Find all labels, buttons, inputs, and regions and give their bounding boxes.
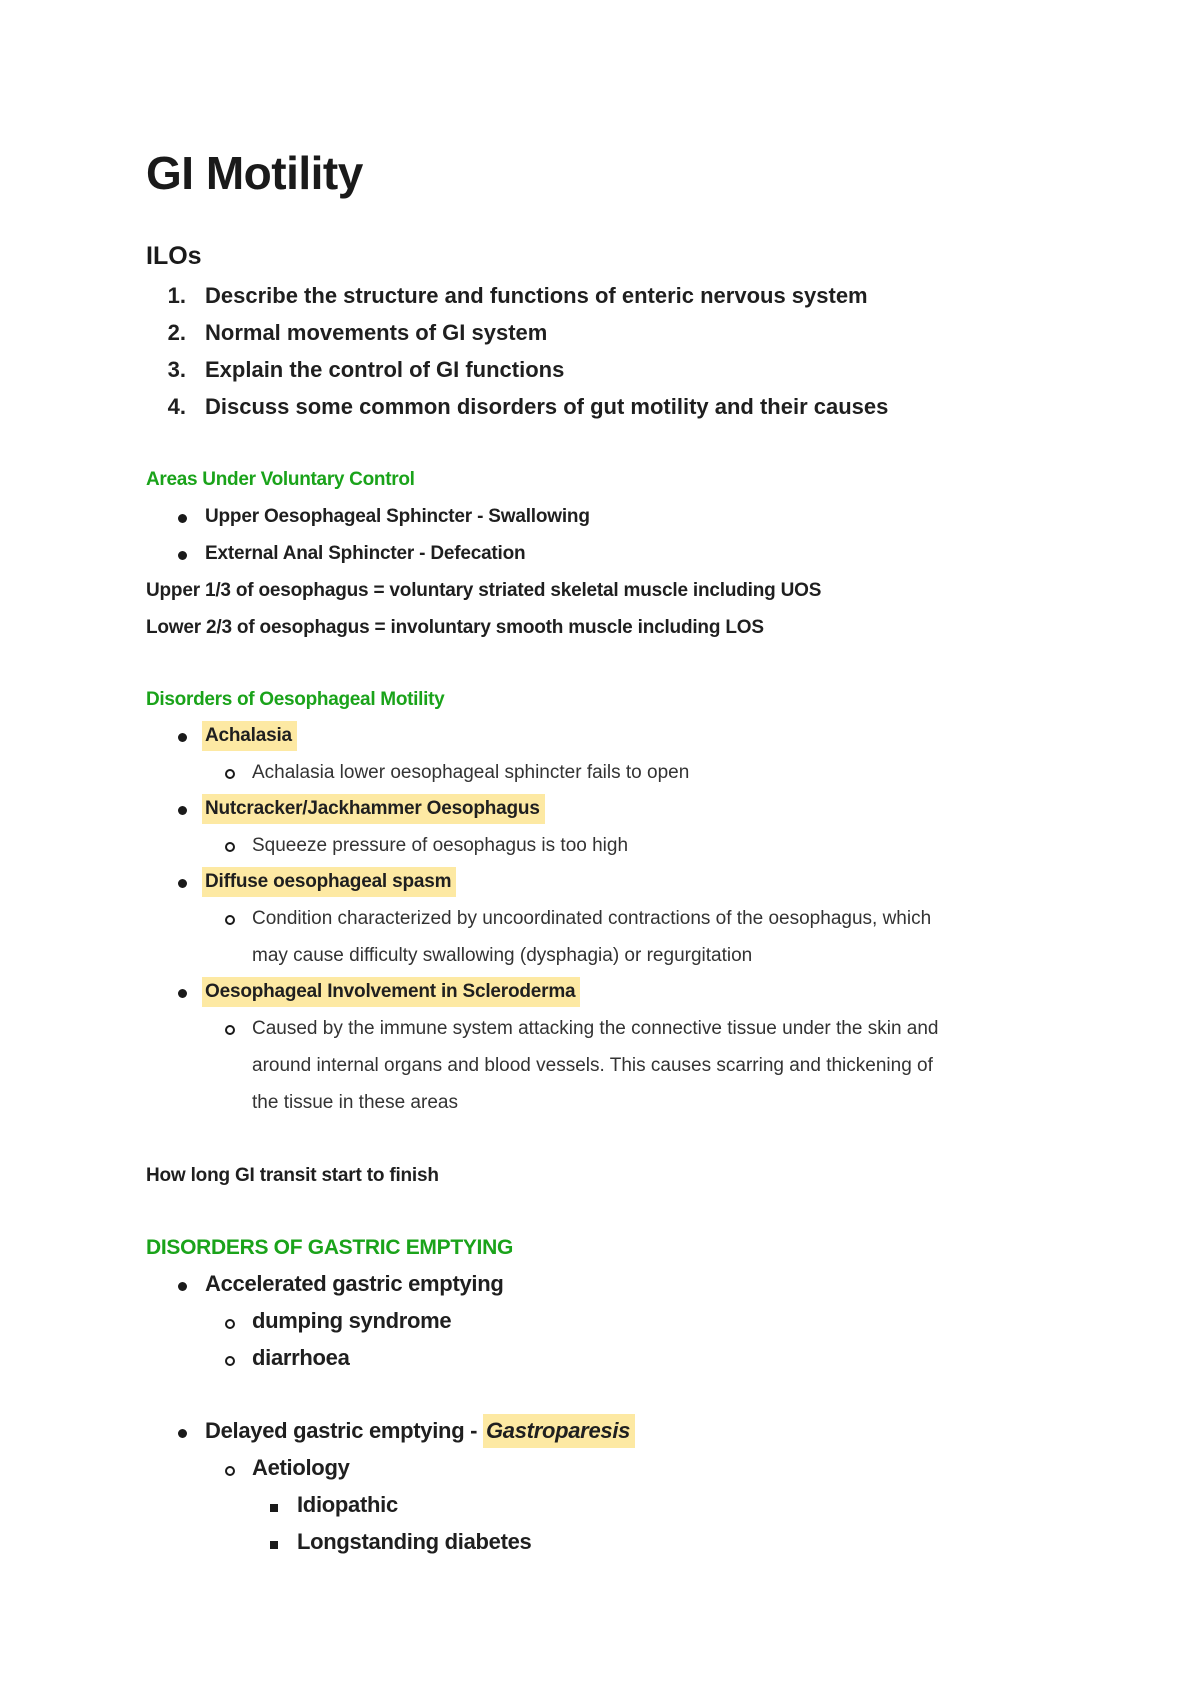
ilo-number: 3. — [167, 357, 186, 382]
voluntary-heading: Areas Under Voluntary Control — [146, 469, 415, 490]
bullet-icon — [178, 1429, 187, 1438]
ilo-number: 1. — [167, 283, 186, 308]
sub-list-item-continued: may cause difficulty swallowing (dysphagia) or regurgitation — [252, 945, 753, 966]
list-item — [205, 871, 456, 893]
list-item — [205, 725, 297, 747]
bullet-icon — [178, 1282, 187, 1291]
highlighted-term: Oesophageal Involvement in Scleroderma — [202, 977, 580, 1007]
ilo-item — [146, 357, 1046, 385]
ilo-text: Explain the control of GI functions — [205, 357, 565, 382]
sub-bullet-icon — [225, 1466, 235, 1476]
bullet-icon — [178, 989, 187, 998]
ilo-item — [146, 394, 1046, 422]
sub-bullet-icon — [225, 1356, 235, 1366]
sub-list-item-continued: around internal organs and blood vessels. This causes scarring and thickening of — [252, 1055, 933, 1076]
paragraph-line: Upper 1/3 of oesophagus = voluntary striated skeletal muscle including UOS — [146, 580, 822, 601]
page-title: GI Motility — [146, 147, 363, 199]
highlighted-term: Achalasia — [202, 721, 297, 751]
list-item: Accelerated gastric emptying — [205, 1271, 504, 1296]
list-item — [205, 798, 545, 820]
sub-list-item: Condition characterized by uncoordinated contractions of the oesophagus, which — [252, 908, 932, 929]
ilo-text: Normal movements of GI system — [205, 320, 548, 345]
ilo-number: 2. — [167, 320, 186, 345]
list-item: External Anal Sphincter - Defecation — [205, 543, 526, 564]
list-item — [205, 981, 580, 1003]
ilo-item — [146, 320, 1046, 348]
sub-bullet-icon — [225, 915, 235, 925]
ilo-item — [146, 283, 1046, 311]
delayed-label: Delayed gastric emptying - — [205, 1418, 483, 1443]
highlighted-term: Gastroparesis — [483, 1414, 635, 1448]
ilo-text: Describe the structure and functions of enteric nervous system — [205, 283, 868, 308]
sub-list-item: dumping syndrome — [252, 1308, 452, 1333]
ilos-heading: ILOs — [146, 242, 202, 270]
sub-bullet-icon — [225, 1025, 235, 1035]
bullet-icon — [178, 806, 187, 815]
square-bullet-icon — [270, 1504, 278, 1512]
gastric-heading: DISORDERS OF GASTRIC EMPTYING — [146, 1236, 513, 1259]
sub-list-item: diarrhoea — [252, 1345, 350, 1370]
bullet-icon — [178, 733, 187, 742]
square-bullet-icon — [270, 1541, 278, 1549]
paragraph-line: How long GI transit start to finish — [146, 1165, 439, 1186]
sub-sub-list-item: Longstanding diabetes — [297, 1529, 532, 1554]
highlighted-term: Nutcracker/Jackhammer Oesophagus — [202, 794, 545, 824]
ilo-text: Discuss some common disorders of gut motility and their causes — [205, 394, 889, 419]
list-item: Upper Oesophageal Sphincter - Swallowing — [205, 506, 590, 527]
highlighted-term: Diffuse oesophageal spasm — [202, 867, 456, 897]
sub-bullet-icon — [225, 842, 235, 852]
sub-list-item: Caused by the immune system attacking the connective tissue under the skin and — [252, 1018, 939, 1039]
list-item — [205, 1418, 635, 1444]
bullet-icon — [178, 514, 187, 523]
sub-list-item: Aetiology — [252, 1455, 350, 1480]
sub-sub-list-item: Idiopathic — [297, 1492, 398, 1517]
sub-bullet-icon — [225, 769, 235, 779]
paragraph-line: Lower 2/3 of oesophagus = involuntary smooth muscle including LOS — [146, 617, 764, 638]
bullet-icon — [178, 551, 187, 560]
sub-list-item-continued: the tissue in these areas — [252, 1092, 458, 1113]
sub-list-item: Achalasia lower oesophageal sphincter fails to open — [252, 762, 690, 783]
ilo-number: 4. — [167, 394, 186, 419]
sub-bullet-icon — [225, 1319, 235, 1329]
bullet-icon — [178, 879, 187, 888]
oesophageal-heading: Disorders of Oesophageal Motility — [146, 689, 445, 710]
sub-list-item: Squeeze pressure of oesophagus is too high — [252, 835, 629, 856]
